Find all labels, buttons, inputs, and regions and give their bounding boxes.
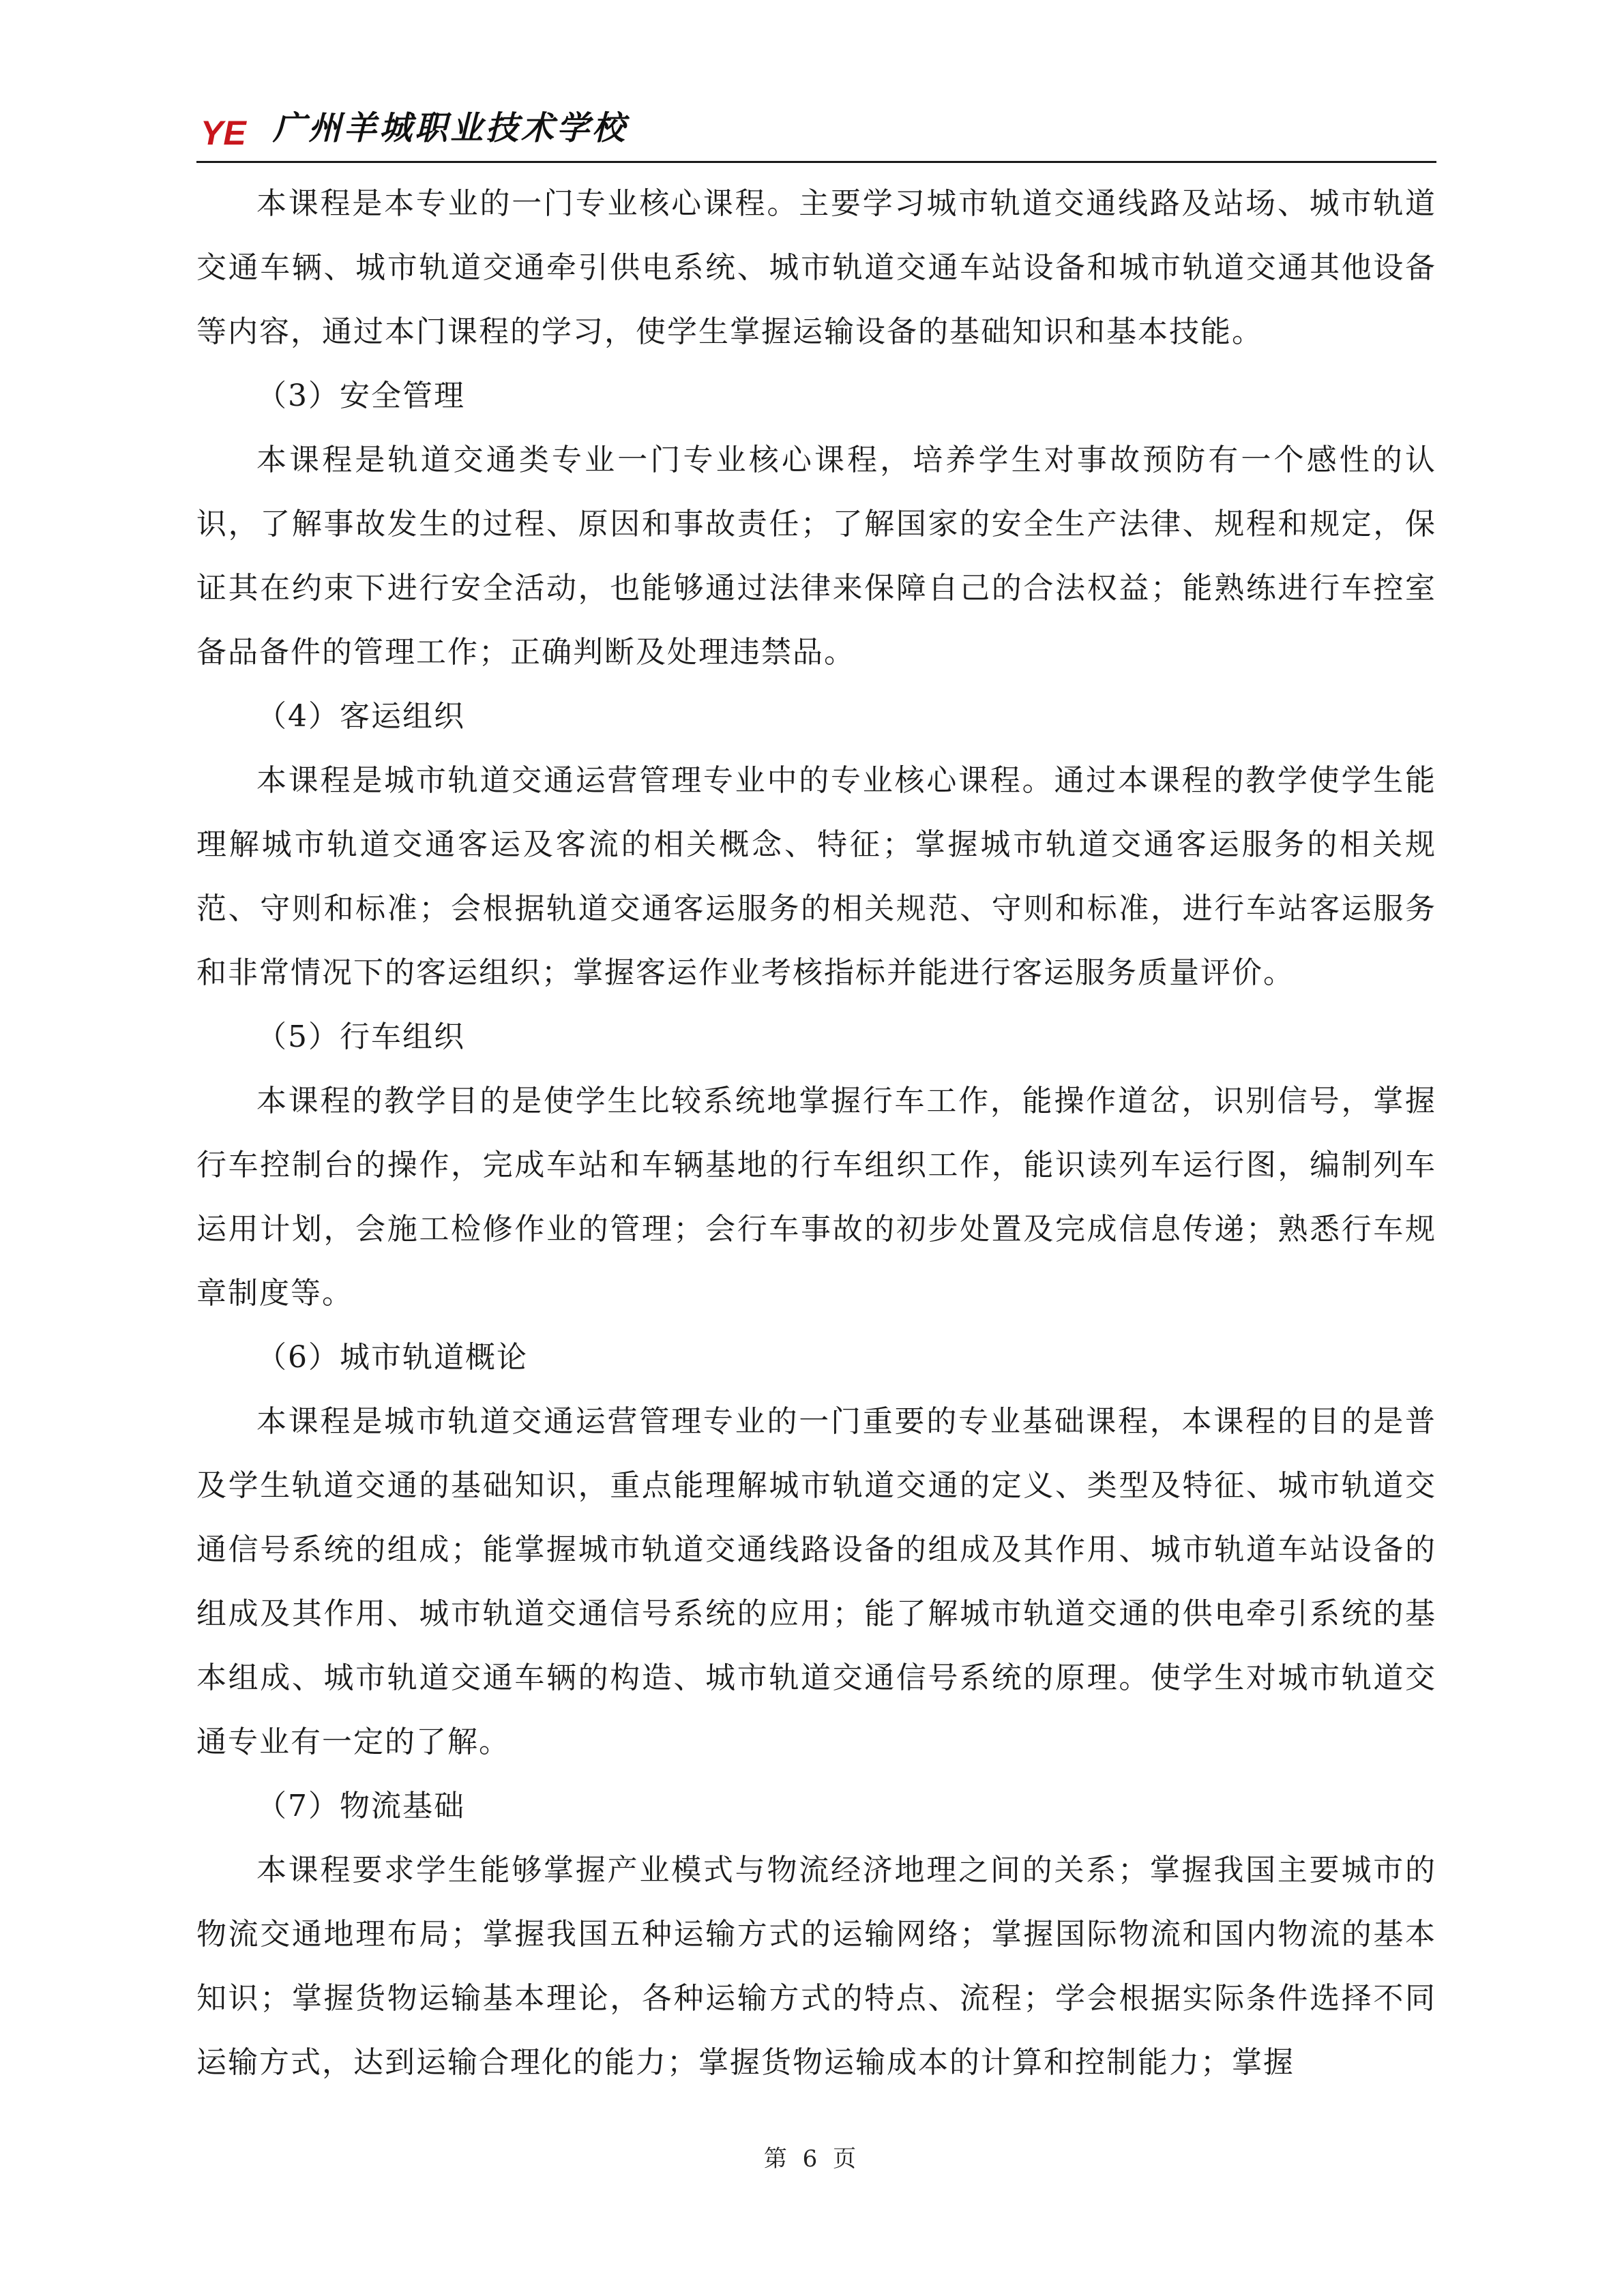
page-number: 第 6 页 bbox=[763, 2145, 861, 2173]
section-heading-train-organization: （5）行车组织 bbox=[256, 1019, 465, 1054]
course-description-paragraph: 本课程是城市轨道交通运营管理专业的一门重要的专业基础课程，本课程的目的是普及学生轨道交通的基础知识，重点能理解城市轨道交通的定义、类型及特征、城市轨道交通信号系统的组成；能掌握城市轨道交通线路设备的组成及其作用、城市轨道车站设备的组成及其作用、城市轨道交通信号系统的应用；能了解城市轨道交通的供电牵引系统的基本组成、城市轨道交通车辆的构造、城市轨道交通信号系统的原理。使学生对城市轨道交通专业有一定的了解。 bbox=[196, 1404, 1436, 1759]
page-header bbox=[196, 102, 1436, 163]
school-logo-icon bbox=[199, 113, 265, 151]
course-description-paragraph: 本课程要求学生能够掌握产业模式与物流经济地理之间的关系；掌握我国主要城市的物流交通地理布局；掌握我国五种运输方式的运输网络；掌握国际物流和国内物流的基本知识；掌握货物运输基本理论，各种运输方式的特点、流程；学会根据实际条件选择不同运输方式，达到运输合理化的能力；掌握货物运输成本的计算和控制能力；掌握 bbox=[196, 1853, 1436, 2080]
course-description-paragraph: 本课程是城市轨道交通运营管理专业中的专业核心课程。通过本课程的教学使学生能理解城市轨道交通客运及客流的相关概念、特征；掌握城市轨道交通客运服务的相关规范、守则和标准；会根据轨道交通客运服务的相关规范、守则和标准，进行车站客运服务和非常情况下的客运组织；掌握客运作业考核指标并能进行客运服务质量评价。 bbox=[196, 763, 1436, 990]
logo-text: YE bbox=[201, 114, 246, 151]
section-heading-urban-rail-introduction: （6）城市轨道概论 bbox=[256, 1340, 528, 1375]
section-heading-logistics-basics: （7）物流基础 bbox=[256, 1789, 465, 1823]
course-description-paragraph: 本课程的教学目的是使学生比较系统地掌握行车工作，能操作道岔，识别信号，掌握行车控制台的操作，完成车站和车辆基地的行车组织工作，能识读列车运行图，编制列车运用计划，会施工检修作业的管理；会行车事故的初步处置及完成信息传递；熟悉行车规章制度等。 bbox=[196, 1084, 1436, 1311]
section-heading-safety-management: （3）安全管理 bbox=[256, 378, 465, 413]
course-description-paragraph: 本课程是本专业的一门专业核心课程。主要学习城市轨道交通线路及站场、城市轨道交通车辆、城市轨道交通牵引供电系统、城市轨道交通车站设备和城市轨道交通其他设备等内容，通过本门课程的学习，使学生掌握运输设备的基础知识和基本技能。 bbox=[196, 186, 1436, 349]
course-description-paragraph: 本课程是轨道交通类专业一门专业核心课程，培养学生对事故预防有一个感性的认识，了解事故发生的过程、原因和事故责任；了解国家的安全生产法律、规程和规定，保证其在约束下进行安全活动，也能够通过法律来保障自己的合法权益；能熟练进行车控室备品备件的管理工作；正确判断及处理违禁品。 bbox=[196, 443, 1436, 670]
section-heading-passenger-organization: （4）客运组织 bbox=[256, 699, 465, 734]
school-name: 广州羊城职业技术学校 bbox=[273, 109, 628, 147]
document-body bbox=[196, 172, 1436, 2095]
